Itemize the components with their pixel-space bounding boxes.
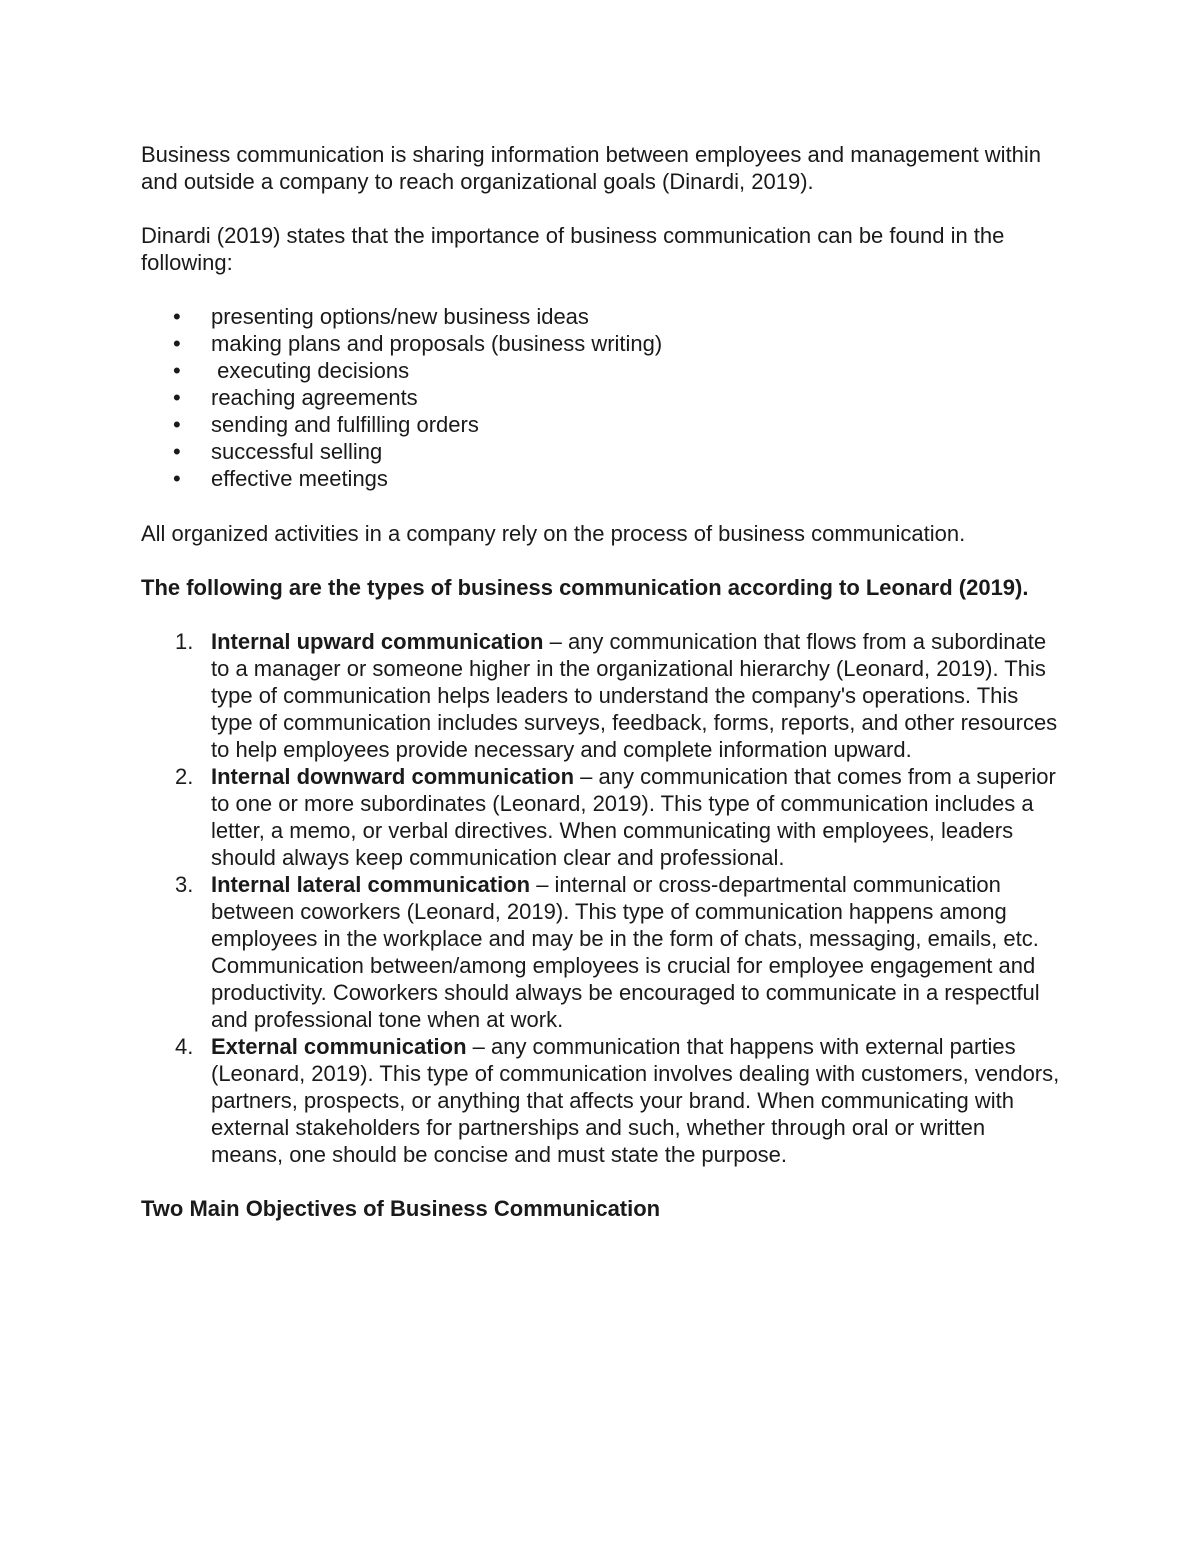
list-number: 1. [175,629,194,654]
list-number: 2. [175,764,194,789]
list-item [141,303,1061,330]
type-term: External communication [211,1034,467,1059]
list-item [141,384,1061,411]
bullet-icon: • [173,439,181,464]
types-list [141,628,1061,1168]
objectives-heading: Two Main Objectives of Business Communication [141,1196,661,1221]
type-description: – internal or cross-departmental communication between coworkers (Leonard, 2019). This type of communication happens among employees in the workplace and may be in the form of chats, messaging, emails, etc. Communication between/among employees is crucial for employee engagement and productivity. Coworkers should always be encouraged to communicate in a respectful and professional tone when at work. [211,872,1040,1032]
list-item [141,357,1061,384]
list-item [141,438,1061,465]
bullet-icon: • [173,304,181,329]
activities-paragraph: All organized activities in a company rely on the process of business communication. [141,521,966,546]
list-item-text: reaching agreements [211,385,418,410]
type-term: Internal lateral communication [211,872,531,897]
type-item-external [141,1033,1061,1168]
list-item [141,465,1061,492]
type-item-lateral [141,871,1061,1033]
list-item-text: executing decisions [211,358,410,383]
intro-paragraph: Business communication is sharing information between employees and management within and outside a company to reach organizational goals (Dinardi, 2019). [141,142,1042,194]
bullet-icon: • [173,331,181,356]
type-description: – any communication that comes from a superior to one or more subordinates (Leonard, 2019). This type of communication includes a letter, a memo, or verbal directives. When communicating with employees, leaders should always keep communication clear and professional. [211,764,1056,870]
list-number: 4. [175,1034,194,1059]
importance-list [141,303,1061,492]
document-body [141,141,1061,1222]
list-item-text: sending and fulfilling orders [211,412,479,437]
types-heading: The following are the types of business communication according to Leonard (2019). [141,575,1029,600]
bullet-icon: • [173,412,181,437]
list-item-text: effective meetings [211,466,388,491]
list-item-text: presenting options/new business ideas [211,304,589,329]
type-term: Internal downward communication [211,764,575,789]
bullet-icon: • [173,385,181,410]
list-item [141,330,1061,357]
importance-intro-paragraph: Dinardi (2019) states that the importance of business communication can be found in the following: [141,223,1005,275]
type-item-upward [141,628,1061,763]
bullet-icon: • [173,466,181,491]
type-item-downward [141,763,1061,871]
bullet-icon: • [173,358,181,383]
type-description: – any communication that happens with external parties (Leonard, 2019). This type of communication involves dealing with customers, vendors, partners, prospects, or anything that affects your brand. When communicating with external stakeholders for partnerships and such, whether through oral or written means, one should be concise and must state the purpose. [211,1034,1060,1167]
list-item [141,411,1061,438]
list-item-text: making plans and proposals (business writing) [211,331,663,356]
type-term: Internal upward communication [211,629,544,654]
list-number: 3. [175,872,194,897]
list-item-text: successful selling [211,439,383,464]
type-description: – any communication that flows from a subordinate to a manager or someone higher in the organizational hierarchy (Leonard, 2019). This type of communication helps leaders to understand the company's operations. This type of communication includes surveys, feedback, forms, reports, and other resources to help employees provide necessary and complete information upward. [211,629,1058,762]
